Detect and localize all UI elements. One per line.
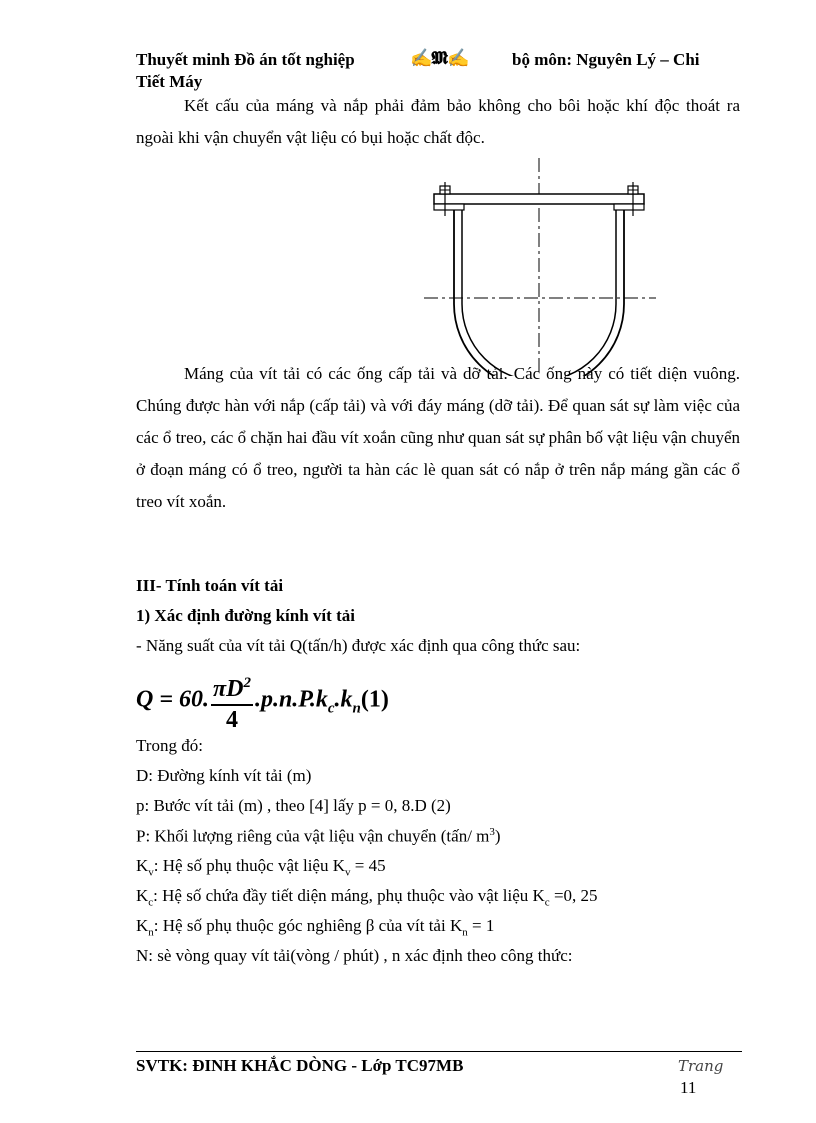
footer-page-number: 11 xyxy=(680,1078,697,1097)
definition-d: D: Đường kính vít tải (m) xyxy=(136,766,312,785)
formula-dot-k: .k xyxy=(334,686,353,713)
header-department-cont: Tiết Máy xyxy=(136,72,203,91)
formula-denominator: 4 xyxy=(225,707,238,733)
definition-n: N: sè vòng quay vít tải(vòng / phút) , n xác định theo công thức: xyxy=(136,946,573,965)
formula-intro: - Năng suất của vít tải Q(tấn/h) được xác định qua công thức sau: xyxy=(136,636,581,655)
capacity-formula xyxy=(136,668,389,734)
formula-sub-c: c xyxy=(327,700,335,717)
formula-tag: (1) xyxy=(360,686,389,713)
footer-divider xyxy=(136,1051,742,1052)
flange-right xyxy=(614,204,644,210)
definition-kv: $K_v$: Hệ số phụ thuộc vật liệu $K_v = 45$ xyxy=(136,856,386,879)
definition-p: p: Bước vít tải (m) , theo [4] lấy p = 0, 8.D (2) xyxy=(136,796,451,815)
formula-lhs: Q = 60. xyxy=(136,686,210,713)
definitions-intro: Trong đó: xyxy=(136,736,203,755)
formula-fraction xyxy=(211,668,253,734)
header-department: bộ môn: Nguyên Lý – Chi xyxy=(512,50,700,69)
formula-numerator: πD xyxy=(213,676,244,702)
header-title: Thuyết minh Đồ án tốt nghiệp xyxy=(136,50,355,69)
definition-kc: $K_c$: Hệ số chứa đầy tiết diện máng, phụ thuộc vào vật liệu $K_c =0$, 25 xyxy=(136,886,598,909)
paragraph-trough-structure: Kết cấu của máng và nắp phải đảm bảo không cho bôi hoặc khí độc thoát ra ngoài khi vận chuyển vật liệu có bụi hoặc chất độc. xyxy=(136,96,740,147)
paragraph-loading-pipes: Máng của vít tải có các ống cấp tải và dỡ tải. Các ống này có tiết diện vuông. Chúng được hàn với nắp (cấp tải) và với đáy máng (dỡ tải). Để quan sát sự làm việc của các ổ treo, các ổ chặn hai đầu vít xoắn cũng như quan sát sự phân bố vật liệu vận chuyển ở đoạn máng có ổ treo, người ta hàn các lè quan sát có nắp ở trên nắp máng gần các ổ treo vít xoắn. xyxy=(136,364,740,511)
footer-author: SVTK: ĐINH KHẮC DÒNG - Lớp TC97MB xyxy=(136,1056,464,1075)
definition-density: P: Khối lượng riêng của vật liệu vận chuyển (tấn/ $m^3$) xyxy=(136,826,501,846)
section-heading: III- Tính toán vít tải xyxy=(136,576,284,595)
flange-left xyxy=(434,204,464,210)
footer-page-label: Trang xyxy=(678,1057,724,1075)
trough-cover xyxy=(434,194,644,204)
formula-rhs: .p.n.P.k xyxy=(254,686,328,713)
trough-cross-section-drawing xyxy=(420,156,660,376)
formula-exponent: 2 xyxy=(243,675,251,691)
header-ornament-icon: ✍️𝕸✍ xyxy=(410,48,469,68)
subsection-heading: 1) Xác định đường kính vít tải xyxy=(136,606,355,625)
definition-kn: $K_n$: Hệ số phụ thuộc góc nghiêng β của vít tải $K_n = 1$ xyxy=(136,916,495,939)
formula-sub-n: n xyxy=(352,700,361,717)
